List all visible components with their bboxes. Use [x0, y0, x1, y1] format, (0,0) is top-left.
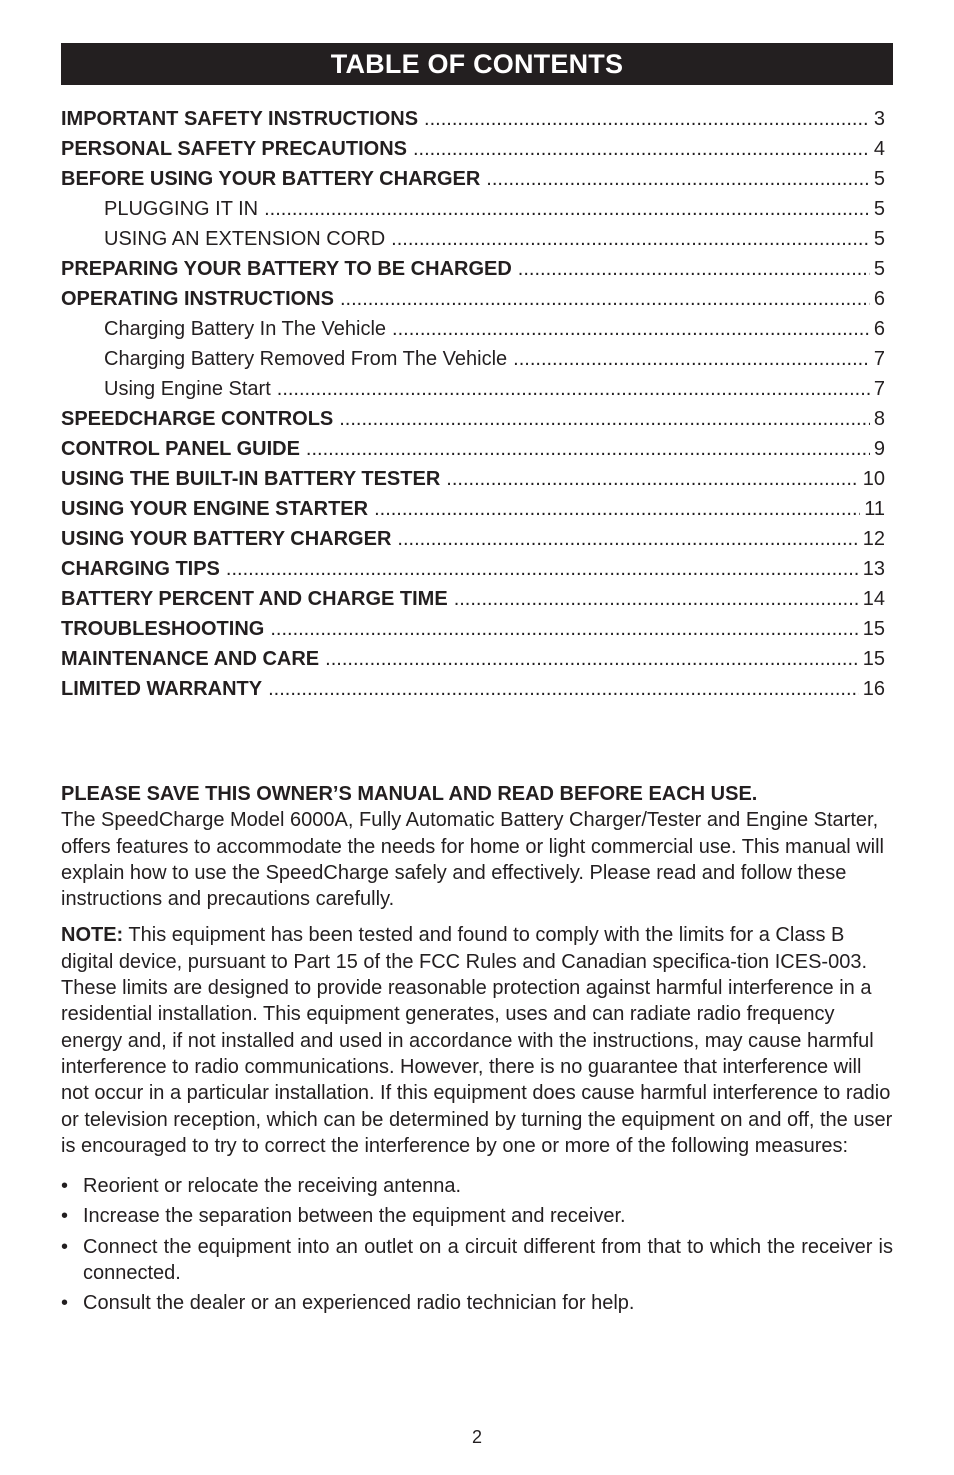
toc-title: TABLE OF CONTENTS: [61, 43, 893, 85]
toc-entry-page: 13: [862, 558, 885, 580]
toc-dot-leader: [226, 554, 859, 584]
toc-entry-label: BATTERY PERCENT AND CHARGE TIME: [61, 588, 448, 610]
toc-dot-leader: [264, 194, 870, 224]
toc-entry: [61, 494, 885, 524]
toc-dot-leader: [413, 134, 870, 164]
toc-entry-label: USING THE BUILT-IN BATTERY TESTER: [61, 468, 441, 490]
toc-entry: [61, 254, 885, 284]
toc-entry-label: USING AN EXTENSION CORD: [104, 228, 386, 250]
toc-entry-page: 5: [873, 198, 885, 220]
toc-entry-label: TROUBLESHOOTING: [61, 618, 265, 640]
toc-dot-leader: [486, 164, 870, 194]
toc-entry-page: 12: [862, 528, 885, 550]
toc-entry: [61, 224, 885, 254]
toc-entry-page: 5: [873, 258, 885, 280]
toc-entry-page: 11: [864, 498, 885, 520]
toc-entry: [61, 434, 885, 464]
toc-entry-page: 14: [862, 588, 885, 610]
toc-entry-label: PERSONAL SAFETY PRECAUTIONS: [61, 138, 407, 160]
toc-entry-page: 4: [873, 138, 885, 160]
toc-entry: [61, 614, 885, 644]
toc-entry-label: PREPARING YOUR BATTERY TO BE CHARGED: [61, 258, 512, 280]
toc-dot-leader: [513, 344, 870, 374]
toc-dot-leader: [518, 254, 870, 284]
toc-entry-page: 5: [873, 168, 885, 190]
measure-text: Connect the equipment into an outlet on a circuit different from that to which the receiver is connected.: [83, 1235, 893, 1285]
toc-entry: [61, 344, 885, 374]
measure-item: [61, 1173, 893, 1199]
toc-entry-label: CHARGING TIPS: [61, 558, 220, 580]
toc-entry-page: 6: [873, 288, 885, 310]
toc-dot-leader: [454, 584, 859, 614]
toc-dot-leader: [270, 614, 858, 644]
table-of-contents: [61, 104, 885, 704]
page-number: 2: [471, 1427, 482, 1447]
note-text: This equipment has been tested and found to comply with the limits for a Class B digital device, pursuant to Part 15 of the FCC Rules and Canadian specifica-tion ICES-003. These limits are designed to provide reasonable protection against harmful interference in a residential installation. This equipment generates, uses and can radiate radio frequency energy and, if not installed and used in accordance with the instructions, may cause harmful interference to radio communications. However, there is no guarantee that interference will not occur in a particular installation. If this equipment does cause harmful interference to radio or television reception, which can be determined by turning the equipment on and off, the user is encouraged to try to correct the interference by one or more of the following measures:: [61, 924, 893, 1157]
toc-entry: [61, 524, 885, 554]
toc-dot-leader: [424, 104, 870, 134]
toc-entry-page: 15: [862, 648, 885, 670]
toc-entry: [61, 374, 885, 404]
note-paragraph: [61, 922, 893, 1159]
toc-entry-label: USING YOUR ENGINE STARTER: [61, 498, 369, 520]
toc-entry-page: 5: [873, 228, 885, 250]
toc-entry-label: MAINTENANCE AND CARE: [61, 648, 320, 670]
toc-entry-label: OPERATING INSTRUCTIONS: [61, 288, 334, 310]
bullet-icon: •: [61, 1175, 69, 1198]
toc-entry: [61, 104, 885, 134]
measure-text: Reorient or relocate the receiving antenna.: [83, 1175, 462, 1198]
bullet-icon: •: [61, 1235, 69, 1258]
toc-entry-label: CONTROL PANEL GUIDE: [61, 438, 300, 460]
toc-entry-page: 16: [862, 678, 885, 700]
toc-entry: [61, 644, 885, 674]
toc-entry: [61, 314, 885, 344]
toc-entry-label: Using Engine Start: [104, 378, 271, 400]
toc-entry-label: PLUGGING IT IN: [104, 198, 259, 220]
toc-entry: [61, 674, 885, 704]
toc-entry-page: 3: [873, 108, 885, 130]
toc-entry: [61, 164, 885, 194]
toc-dot-leader: [392, 314, 870, 344]
toc-entry: [61, 284, 885, 314]
bullet-icon: •: [61, 1205, 69, 1228]
toc-dot-leader: [340, 284, 870, 314]
measure-item: [61, 1203, 893, 1229]
toc-entry: [61, 554, 885, 584]
toc-dot-leader: [339, 404, 870, 434]
measures-list: [61, 1173, 893, 1316]
measure-text: Increase the separation between the equipment and receiver.: [83, 1205, 626, 1228]
toc-entry: [61, 134, 885, 164]
toc-entry-page: 6: [873, 318, 885, 340]
toc-dot-leader: [306, 434, 870, 464]
toc-entry-label: USING YOUR BATTERY CHARGER: [61, 528, 392, 550]
bullet-icon: •: [61, 1292, 69, 1315]
toc-dot-leader: [446, 464, 858, 494]
toc-entry-page: 8: [873, 408, 885, 430]
intro-paragraph: The SpeedCharge Model 6000A, Fully Automatic Battery Charger/Tester and Engine Starter, offers features to accommodate the needs for home or light commercial use. This manual will explain how to use the SpeedCharge safely and effectively. Please read and follow these instructions and precautions carefully.: [61, 809, 884, 911]
toc-dot-leader: [277, 374, 870, 404]
toc-dot-leader: [391, 224, 870, 254]
measure-item: [61, 1290, 893, 1316]
toc-dot-leader: [374, 494, 860, 524]
measure-item: [61, 1234, 893, 1287]
toc-dot-leader: [397, 524, 858, 554]
toc-entry: [61, 194, 885, 224]
toc-entry: [61, 584, 885, 614]
toc-entry-label: LIMITED WARRANTY: [61, 678, 263, 700]
toc-entry-page: 7: [873, 348, 885, 370]
toc-dot-leader: [268, 674, 859, 704]
toc-entry-page: 15: [862, 618, 885, 640]
toc-entry-label: Charging Battery In The Vehicle: [104, 318, 387, 340]
toc-entry-label: SPEEDCHARGE CONTROLS: [61, 408, 334, 430]
toc-entry-label: IMPORTANT SAFETY INSTRUCTIONS: [61, 108, 419, 130]
toc-entry: [61, 404, 885, 434]
save-manual-heading: PLEASE SAVE THIS OWNER’S MANUAL AND READ BEFORE EACH USE.: [61, 783, 758, 805]
toc-entry: [61, 464, 885, 494]
note-label: NOTE:: [61, 924, 124, 947]
toc-entry-label: BEFORE USING YOUR BATTERY CHARGER: [61, 168, 481, 190]
toc-entry-page: 9: [873, 438, 885, 460]
toc-entry-page: 10: [862, 468, 885, 490]
toc-entry-page: 7: [873, 378, 885, 400]
toc-dot-leader: [325, 644, 859, 674]
toc-entry-label: Charging Battery Removed From The Vehicle: [104, 348, 508, 370]
measure-text: Consult the dealer or an experienced radio technician for help.: [83, 1292, 635, 1315]
notice-section: [61, 781, 893, 1321]
